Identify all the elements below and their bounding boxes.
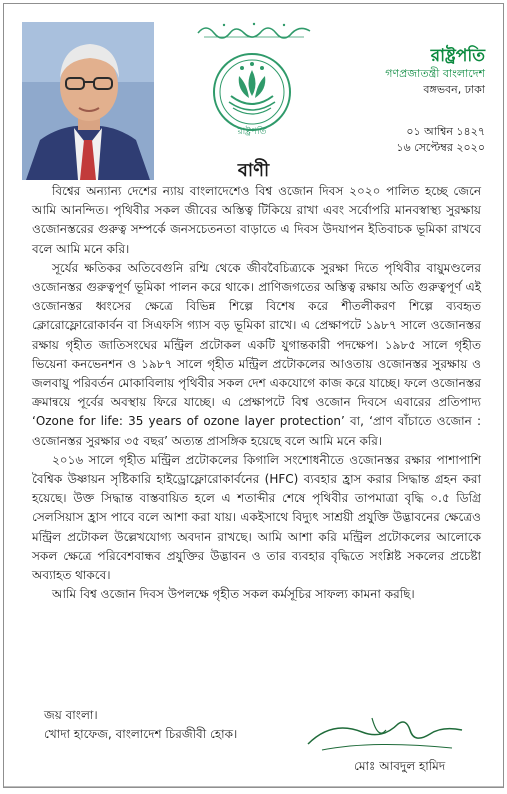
closing-line-2: খোদা হাফেজ, বাংলাদেশ চিরজীবী হোক। xyxy=(44,727,238,741)
bottom-divider xyxy=(4,786,503,787)
message-page xyxy=(3,3,504,788)
date-gregorian: ১৬ সেপ্টেম্বর ২০২০ xyxy=(396,141,485,154)
message-title: বাণী xyxy=(237,160,270,181)
date-block xyxy=(396,124,485,156)
office-country: গণপ্রজাতন্ত্রী বাংলাদেশ xyxy=(385,67,485,80)
date-bangla: ০১ আশ্বিন ১৪২৭ xyxy=(406,125,485,138)
paragraph-2: সূর্যের ক্ষতিকর অতিবেগুনি রশ্মি থেকে জীববৈচিত্র্যকে সুরক্ষা দিতে পৃথিবীর বায়ুমণ্ডলের ওজোনস্তর গুরুত্বপূর্ণ ভূমিকা পালন করে থাকে। প্রাণিজগতের অস্তিত্ব রক্ষায় অতি গুরুত্বপূর্ণ এই ওজোনস্তর ধ্বংসের ক্ষেত্রে বিভিন্ন শিল্পে বিশেষ করে শীতলীকরণ শিল্পে ব্যবহৃত ক্লোরোফ্লোরোকার্বন বা সিএফসি গ্যাস বড় ভূমিকা রাখে। এ প্রেক্ষাপটে ১৯৮৭ সালে ওজোনস্তর রক্ষায় গৃহীত জাতিসংঘের মন্ট্রিল প্রটোকল একটি যুগান্তকারী পদক্ষেপ। ১৯৮৫ সালে গৃহীত ভিয়েনা কনভেনশন ও ১৯৮৭ সালে গৃহীত মন্ট্রিল প্রটোকলের আওতায় ওজোনস্তর সুরক্ষায় ও জলবায়ু পরিবর্তন মোকাবিলায় পৃথিবীর সকল দেশ একযোগে কাজ করে যাচ্ছে। ফলে ওজোনস্তর ক্রমান্বয়ে পূর্বের অবস্থায় ফিরে যাচ্ছে। এ প্রেক্ষাপটে বিশ্ব ওজোন দিবসে এবারের প্রতিপাদ্য ‘Ozone for life: 35 years of ozone layer protection’ বা, ‘প্রাণ বাঁচাতে ওজোন : ওজোনস্তর সুরক্ষার ৩৫ বছর’ অত্যন্ত প্রাসঙ্গিক হয়েছে বলে আমি মনে করি। xyxy=(32,260,481,448)
office-title: রাষ্ট্রপতি xyxy=(430,46,485,66)
office-block xyxy=(385,46,485,98)
message-body xyxy=(32,182,481,604)
signer-name: মোঃ আবদুল হামিদ xyxy=(354,759,446,773)
closing-line-1: জয় বাংলা। xyxy=(44,708,98,722)
paragraph-1: বিশ্বের অন্যান্য দেশের ন্যায় বাংলাদেশেও বিশ্ব ওজোন দিবস ২০২০ পালিত হচ্ছে জেনে আমি আনন্দিত। পৃথিবীর সকল জীবের অস্তিত্ব টিকিয়ে রাখা এবং সর্বোপরি মানবস্বাস্থ্য সুরক্ষায় ওজোনস্তরের গুরুত্ব সম্পর্কে জনসচেতনতা বাড়াতে এ দিবস উদযাপন ইতিবাচক ভূমিকা রাখবে বলে আমি মনে করি। xyxy=(32,184,481,256)
presidential-seal xyxy=(209,52,295,142)
paragraph-4: আমি বিশ্ব ওজোন দিবস উপলক্ষে গৃহীত সকল কর্মসূচির সাফল্য কামনা করছি। xyxy=(52,587,415,602)
closing-block xyxy=(44,706,237,744)
paragraph-3: ২০১৬ সালে গৃহীত মন্ট্রিল প্রটোকলের কিগালি সংশোধনীতে ওজোনস্তর রক্ষার পাশাপাশি বৈশ্বিক উষ্ণায়ন সৃষ্টিকারি হাইড্রোফ্লোরোকার্বনের (HFC) ব্যবহার হ্রাস করার সিদ্ধান্ত গ্রহন করা হয়েছে। উক্ত সিদ্ধান্ত বাস্তবায়িত হলে এ শতাব্দীর শেষে পৃথিবীর তাপমাত্রা বৃদ্ধি ০.৫ ডিগ্রি সেলসিয়াস হ্রাস পাবে বলে আশা করা যায়। একইসাথে বিদ্যুৎ সাশ্রয়ী প্রযুক্তি উদ্ভাবনের ক্ষেত্রেও মন্ট্রিল প্রটোকল উল্লেখযোগ্য অবদান রাখছে। আমি আশা করি মন্ট্রিল প্রটোকলের আলোকে সকল ক্ষেত্রে পরিবেশবান্ধব প্রযুক্তির উদ্ভাবন ও তার ব্যবহার বৃদ্ধিতে সংশ্লিষ্ট সকলের প্রচেষ্টা অব্যাহত থাকবে। xyxy=(32,452,481,583)
bismillah-calligraphy xyxy=(194,19,314,41)
handwritten-signature xyxy=(302,710,472,758)
office-location: বঙ্গভবন, ঢাকা xyxy=(423,83,485,96)
seal-label: রাষ্ট্রপতি xyxy=(237,127,267,137)
